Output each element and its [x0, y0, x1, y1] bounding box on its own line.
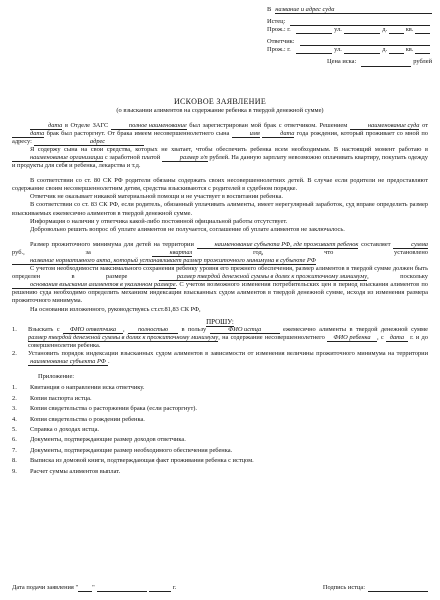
appendix-number: 2. [12, 394, 17, 402]
appendix-text: Выписка из домовой книги, подтверждающая факт проживания ребенка с истцом. [30, 457, 254, 465]
house-blank [389, 26, 404, 34]
defendant-address-line [267, 46, 432, 54]
paragraph-basis: На основании изложенного, руководствуясь ст.ст.81,83 СК РФ, [30, 305, 201, 313]
appendix-number: 7. [12, 446, 17, 454]
document-header [267, 6, 432, 67]
placeholder: дата [262, 130, 294, 138]
appendix-number: 1. [12, 384, 17, 392]
appendix-number: 4. [12, 415, 17, 423]
flat-blank [415, 26, 430, 34]
placeholder: наименование суда [350, 122, 420, 130]
paragraph-article-80: В соответствии со ст. 80 СК РФ родители обязаны содержать своих несовершеннолетних детей. В случае если родители не предоставляют содержание своим несовершеннолетним детям, средства взыскиваются с родителей в судебном порядке. [12, 177, 428, 193]
request-number: 2. [12, 350, 17, 357]
appendix-text: Квитанция о направлении иска ответчику. [30, 384, 145, 392]
paragraph-income [12, 146, 428, 170]
claim-price-blank [361, 59, 411, 67]
text: ежемесячно алименты в твердой денежной сумме [283, 325, 428, 333]
request-heading [12, 318, 428, 326]
defendant-line [267, 38, 432, 46]
claim-price-label: Цена иска: [327, 58, 357, 66]
text: Взыскать с [28, 325, 60, 333]
appendix-item [12, 446, 428, 456]
request-text [28, 326, 428, 350]
date-label: Дата подачи заявления " [12, 584, 79, 591]
appendix-text: Копия паспорта истца. [30, 394, 92, 402]
defendant-blank [300, 38, 430, 46]
placeholder: ФИО истца [210, 326, 280, 334]
appendix-number: 6. [12, 436, 17, 444]
appendix-text: Документы, подтверждающие размер необходимого обеспечения ребенка. [30, 446, 233, 454]
placeholder: полное наименование [111, 122, 187, 130]
request-text: Установить порядок индексации взысканных судом алиментов в зависимости от изменения величины прожиточного минимума на территории наименование субъекта РФ . [28, 350, 428, 366]
appendix-item [12, 383, 428, 393]
paragraph-indexation [12, 265, 428, 305]
placeholder: название нормативного акта, который устанавливает размер прожиточного минимума в субъекте РФ [12, 257, 316, 265]
text: . С учетом возможного изменения потребительских цен в период взыскания алиментов по решению суда необходимо определить механизм индексации взысканных судом алиментов в твердой денежной сумме, исходя из изменения размера прожиточного минимума. [12, 281, 428, 305]
appendix-text: Копия свидетельства о расторжении брака (если расторгнут). [30, 405, 198, 413]
text: был зарегистрирован мой брак с ответчиком. Решением [189, 121, 348, 129]
to-prefix: В [267, 6, 272, 13]
city-blank [296, 46, 332, 54]
street-label: ул. [334, 26, 342, 34]
placeholder: сумма [393, 241, 428, 249]
appendix-number: 8. [12, 457, 17, 465]
text: , на содержание несовершеннолетнего [218, 333, 325, 341]
city-blank [296, 26, 332, 34]
placeholder: дата [12, 130, 44, 138]
appendix-item [12, 404, 428, 414]
placeholder: размер з/п [162, 154, 208, 162]
month-blank [97, 584, 147, 592]
submission-date [12, 584, 176, 592]
appendix-number: 9. [12, 467, 17, 475]
plaintiff-address-line [267, 26, 432, 34]
defendant-label: Ответчик: [267, 38, 295, 46]
court-placeholder: название и адрес суда [275, 6, 432, 14]
address-label: Прож.: г. [267, 46, 291, 54]
appendix-item [12, 435, 428, 445]
placeholder: основания взыскания алиментов в указанном размере [12, 281, 176, 289]
year-suffix: г. [172, 584, 177, 591]
appendix-text: Документы, подтверждающие размер доходов ответчика. [30, 436, 186, 444]
text: с заработной платой [104, 153, 161, 161]
flat-blank [415, 46, 430, 54]
text: рублей. На данную зарплату невозможно оплачивать квартиру, покупать одежду и продукты для себя и ребенка, лекарства и т.д. [12, 153, 429, 170]
text: руб., за [12, 248, 91, 256]
street-blank [344, 26, 380, 34]
text: , поскольку [367, 273, 428, 281]
plaintiff-blank [290, 18, 430, 26]
appendix-item [12, 467, 428, 477]
text: , [123, 325, 125, 333]
text: года рождения, который проживает со мной по адресу: [12, 129, 428, 145]
appendix-number: 5. [12, 425, 17, 433]
placeholder: имя [232, 130, 260, 138]
prosh-text: ПРОШУ: [206, 317, 234, 326]
text: С учетом необходимости максимального сохранения ребенку уровня его прежнего обеспечения, размер алиментов в твердой сумме должен быть определен в размере [12, 265, 428, 281]
text: Установить порядок индексации взысканных судом алиментов в зависимости от изменения величины прожиточного минимума на территории [28, 350, 428, 357]
court-line [267, 6, 432, 14]
text: от [422, 121, 428, 129]
text: в пользу [181, 325, 207, 333]
placeholder: размер твердой денежной суммы в долях к прожиточному минимуму [28, 333, 219, 341]
appendix-item [12, 425, 428, 435]
placeholder: размер твердой денежной суммы в долях к прожиточному минимуму [159, 273, 367, 281]
placeholder: дата [30, 122, 62, 130]
request-number: 1. [12, 325, 17, 333]
paragraph-subsistence [12, 241, 428, 265]
text: г. и до совершеннолетия ребенка. [28, 333, 428, 349]
appendix-text: Копия свидетельства о рождении ребенка. [30, 415, 145, 423]
appendix-text: Справка о доходах истца. [30, 425, 100, 433]
placeholder: адрес [34, 138, 144, 146]
plaintiff-label: Истец: [267, 18, 286, 26]
street-blank [344, 46, 380, 54]
placeholder: дата [386, 334, 408, 342]
document-footer [12, 584, 428, 592]
paragraph-article-83: В соответствии со ст. 83 СК РФ, если родитель, обязанный уплачивать алименты, имеет нерегулярный заработок, суд вправе определить размер взыскиваемых ежемесячно алиментов в твердой денежной сумме. [12, 201, 428, 217]
appendix-item [12, 456, 428, 466]
request-item [12, 326, 428, 350]
text: Я содержу сына на свои средства, которых не хватает, чтобы обеспечить ребенка всем необходимым. В настоящий момент работаю в [30, 145, 428, 153]
year-blank [149, 584, 171, 592]
placeholder: наименование субъекта РФ, где проживает ребенок [197, 241, 359, 249]
signature-label: Подпись истца: [322, 584, 365, 591]
house-label: д. [382, 46, 388, 54]
paragraph-no-job: Информация о наличии у ответчика какой-либо постоянной официальной работы отсутствует. [30, 217, 288, 225]
paragraph-marriage [12, 122, 428, 146]
address-label: Прож.: г. [267, 26, 291, 34]
appendix-text: Расчет суммы алиментов выплат. [30, 467, 121, 475]
claim-price-line [267, 58, 432, 66]
paragraph-no-help: Ответчик не оказывает никакой материальной помощи и не участвует в воспитании ребенка. [30, 193, 283, 201]
currency-label: рублей [413, 58, 432, 66]
appendix-title: Приложение: [38, 373, 75, 381]
paragraph-no-agreement: Добровольно решить вопрос об уплате алиментов не получается, соглашение об уплате алиментов не заключалось. [30, 225, 345, 233]
document-title: ИСКОВОЕ ЗАЯВЛЕНИЕ [173, 96, 267, 106]
placeholder: квартал [152, 249, 193, 257]
flat-label: кв. [405, 26, 414, 34]
text: брак был расторгнут. От брака имеем несовершеннолетнего сына [46, 129, 230, 137]
request-list [12, 326, 428, 366]
placeholder: наименование организации [12, 154, 103, 162]
appendix-item [12, 394, 428, 404]
text: составляет [361, 240, 391, 248]
placeholder: наименование субъекта РФ [28, 358, 108, 366]
signature-blank [368, 584, 428, 592]
text: в Отделе ЗАГС [64, 121, 109, 129]
house-blank [389, 46, 404, 54]
document-subtitle: (о взыскании алиментов на содержание ребенка в твердой денежной сумме) [116, 106, 324, 114]
date-quote: " [92, 584, 95, 591]
text: год, что установлено [253, 248, 428, 256]
text: , с [377, 333, 384, 341]
request-item [12, 350, 428, 366]
street-label: ул. [334, 46, 342, 54]
appendix-list [12, 383, 428, 477]
appendix-number: 3. [12, 405, 17, 413]
placeholder: полностью [128, 326, 178, 334]
day-blank [78, 584, 92, 592]
flat-label: кв. [405, 46, 414, 54]
placeholder: ФИО ребенка [327, 334, 377, 342]
text: Размер прожиточного минимума для детей на территории [30, 240, 194, 248]
house-label: д. [382, 26, 388, 34]
placeholder: ФИО ответчика [63, 326, 123, 334]
signature [323, 584, 428, 592]
plaintiff-line [267, 18, 432, 26]
appendix-item [12, 415, 428, 425]
